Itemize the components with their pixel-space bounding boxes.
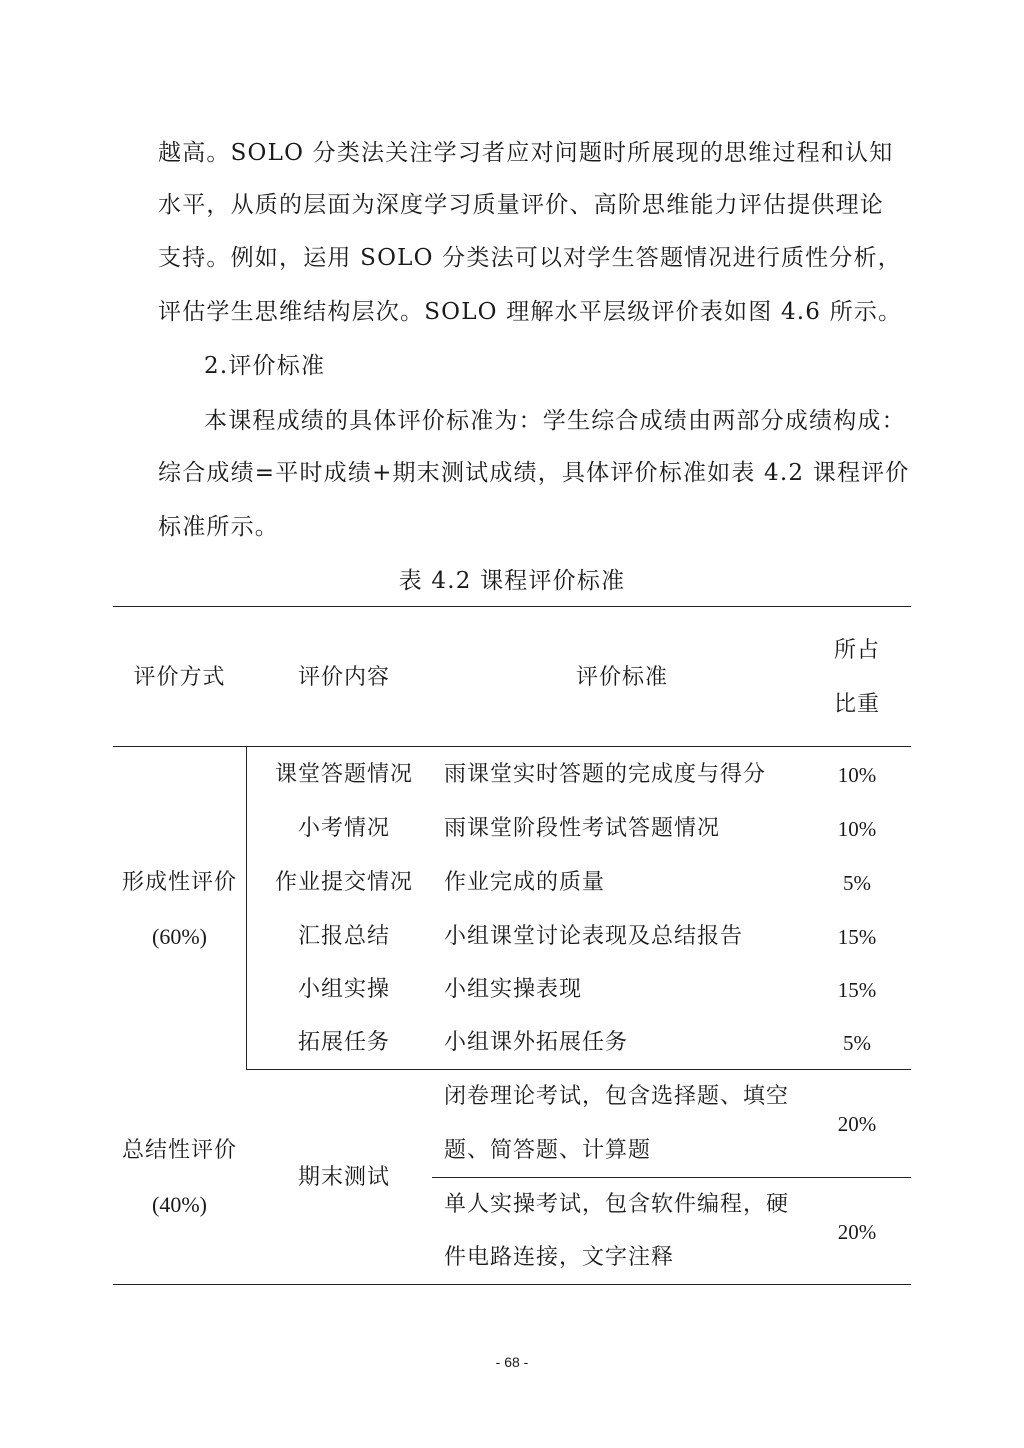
formative-row-6-standard: 小组课外拓展任务 (444, 1030, 629, 1055)
formative-share: (60%) (152, 924, 207, 949)
formative-row-3-standard: 作业完成的质量 (444, 870, 606, 895)
table-bottom-rule (113, 1284, 911, 1285)
formative-label: 形成性评价 (121, 870, 237, 895)
header-content: 评价内容 (297, 665, 390, 690)
body-line-6: 本课程成绩的具体评价标准为：学生综合成绩由两部分成绩构成： (204, 408, 906, 434)
table-column-divider (246, 746, 247, 1069)
body-line-2: 水平，从质的层面为深度学习质量评价、高阶思维能力评估提供理论 (158, 192, 884, 218)
formative-row-4-weight: 15% (837, 925, 877, 949)
table-header-rule (113, 746, 911, 747)
header-weight-line1: 所占 (833, 638, 880, 663)
formative-row-2-standard: 雨课堂阶段性考试答题情况 (444, 816, 721, 841)
body-line-1: 越高。SOLO 分类法关注学习者应对问题时所展现的思维过程和认知 (158, 140, 894, 166)
page-number: - 68 - (495, 1354, 529, 1370)
summative-row-2-standard-line1: 单人实操考试，包含软件编程，硬 (444, 1192, 790, 1217)
formative-row-1-content: 课堂答题情况 (274, 762, 413, 787)
header-weight-line2: 比重 (833, 692, 880, 717)
table-caption: 表 4.2 课程评价标准 (398, 568, 626, 594)
summative-row-1-standard-line1: 闭卷理论考试，包含选择题、填空 (444, 1084, 790, 1109)
formative-row-4-content: 汇报总结 (297, 924, 390, 949)
formative-row-3-weight: 5% (843, 871, 871, 895)
table-section-rule (246, 1069, 911, 1070)
formative-row-2-content: 小考情况 (297, 816, 390, 841)
section-heading: 2.评价标准 (204, 353, 326, 379)
formative-row-5-weight: 15% (837, 978, 877, 1002)
table-top-rule (113, 606, 911, 607)
summative-row-2-standard-line2: 件电路连接，文字注释 (444, 1245, 675, 1270)
summative-share: (40%) (152, 1192, 207, 1217)
table-inner-rule (432, 1177, 911, 1178)
summative-row-1-standard-line2: 题、简答题、计算题 (444, 1138, 652, 1163)
summative-label: 总结性评价 (121, 1138, 237, 1163)
formative-row-2-weight: 10% (837, 817, 877, 841)
formative-row-6-content: 拓展任务 (297, 1030, 390, 1055)
formative-row-4-standard: 小组课堂讨论表现及总结报告 (444, 924, 744, 949)
summative-content: 期末测试 (297, 1165, 390, 1190)
body-line-8: 标准所示。 (158, 514, 279, 540)
summative-row-1-weight: 20% (837, 1112, 877, 1136)
summative-row-2-weight: 20% (837, 1220, 877, 1244)
body-line-7: 综合成绩=平时成绩+期末测试成绩，具体评价标准如表 4.2 课程评价 (158, 460, 910, 486)
formative-row-6-weight: 5% (843, 1031, 871, 1055)
header-method: 评价方式 (133, 665, 226, 690)
formative-row-3-content: 作业提交情况 (274, 870, 413, 895)
formative-row-5-standard: 小组实操表现 (444, 977, 583, 1002)
body-line-4: 评估学生思维结构层次。SOLO 理解水平层级评价表如图 4.6 所示。 (158, 299, 903, 325)
formative-row-5-content: 小组实操 (297, 977, 390, 1002)
formative-row-1-standard: 雨课堂实时答题的完成度与得分 (444, 762, 767, 787)
body-line-3: 支持。例如，运用 SOLO 分类法可以对学生答题情况进行质性分析， (158, 245, 902, 271)
header-standard: 评价标准 (575, 665, 668, 690)
formative-row-1-weight: 10% (837, 763, 877, 787)
